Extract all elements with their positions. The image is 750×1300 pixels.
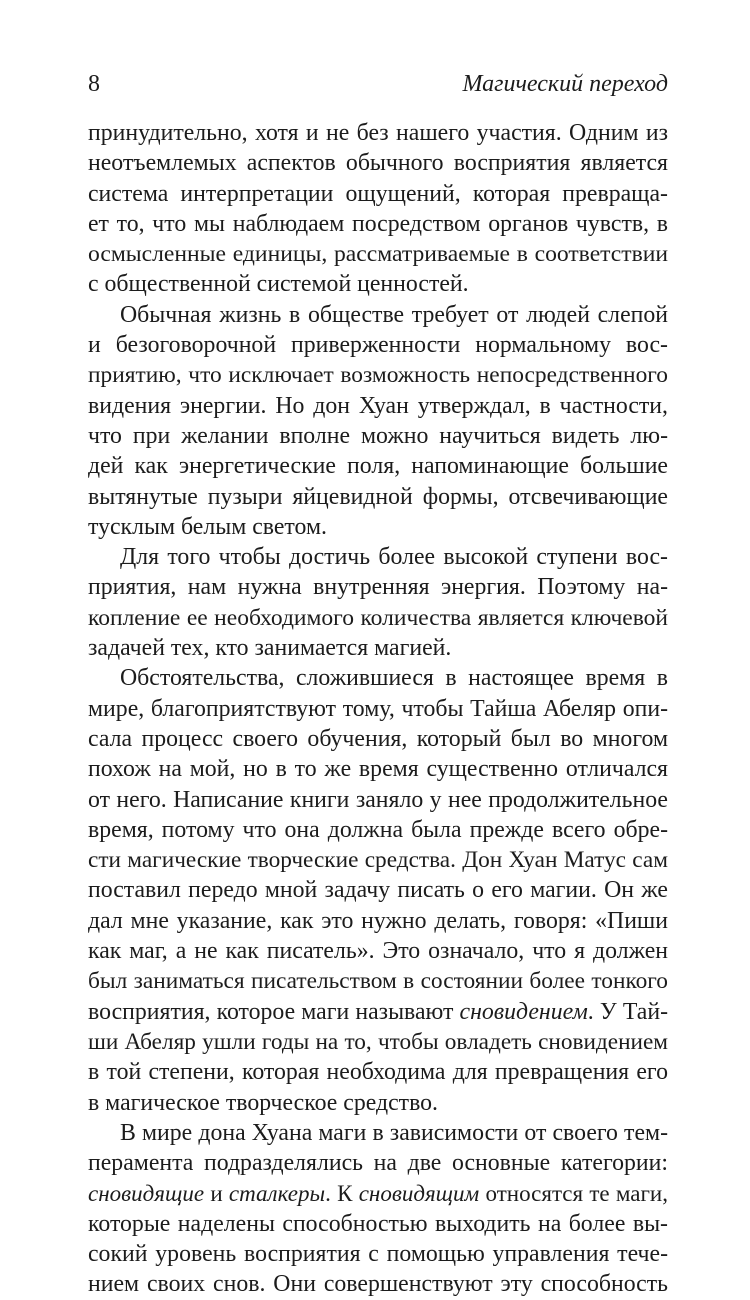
paragraph-3 [88, 542, 668, 663]
text-line: и безоговорочной приверженности нормальному вос- [88, 332, 668, 359]
text-line: осмысленные единицы, рассматриваемые в соответствии [88, 241, 668, 268]
text-line: в той степени, которая необходима для превращения его [88, 1059, 668, 1086]
text-line: дей как энергетические поля, напоминающие большие [88, 453, 668, 480]
text-line: поставил передо мной задачу писать о его магии. Он же [88, 877, 668, 904]
text-line: приятию, что исключает возможность непосредственного [88, 362, 668, 389]
text-line: как маг, а не как писатель». Это означало, что я должен [88, 938, 668, 965]
text-line: был заниматься писательством в состоянии более тонкого [88, 968, 668, 995]
text-line: задачей тех, кто занимается магией. [88, 635, 452, 662]
text-line: мире, благоприятствуют тому, чтобы Тайша Абеляр опи- [88, 695, 668, 722]
text-line: от него. Написание книги заняло у нее продолжительное [88, 786, 668, 813]
emphasis-term: сновидящие [88, 1180, 205, 1207]
page-header [88, 64, 668, 104]
emphasis-term: сновидящим [358, 1180, 480, 1207]
paragraph-1 [88, 118, 668, 300]
text-run: относятся те маги, [479, 1180, 668, 1207]
text-line: вытянутые пузыри яйцевидной формы, отсвечивающие [88, 483, 668, 510]
text-line: В мире дона Хуана маги в зависимости от своего тем- [120, 1119, 668, 1146]
text-line: сти магические творческие средства. Дон Хуан Матус сам [88, 847, 668, 874]
emphasis-term: сталкеры [228, 1180, 326, 1207]
text-line: система интерпретации ощущений, которая превраща- [88, 180, 668, 207]
text-line: которые наделены способностью выходить на более вы- [88, 1210, 668, 1237]
text-line: Для того чтобы достичь более высокой ступени вос- [120, 544, 668, 571]
text-line: нием своих снов. Они совершенствуют эту способность [88, 1271, 668, 1298]
emphasis-term: сновидением [459, 998, 588, 1025]
text-line: Обычная жизнь в обществе требует от людей слепой [120, 301, 668, 328]
text-line: сокий уровень восприятия с помощью управления тече- [88, 1240, 668, 1267]
text-run: восприятия, которое маги называют [88, 998, 460, 1025]
text-line [88, 997, 668, 1027]
running-title: Магический переход [462, 71, 668, 97]
text-line: неотъемлемых аспектов обычного восприятия является [88, 150, 668, 177]
text-line: сала процесс своего обучения, который был во многом [88, 725, 668, 752]
text-line: ет то, что мы наблюдаем посредством органов чувств, в [88, 210, 668, 237]
text-line: копление ее необходимого количества является ключевой [88, 604, 668, 631]
book-page [88, 64, 668, 1300]
text-run: и [204, 1180, 229, 1207]
text-line [88, 1178, 668, 1208]
text-line: принудительно, хотя и не без нашего участия. Одним из [88, 120, 668, 146]
text-line: время, потому что она должна была прежде всего обре- [88, 816, 668, 843]
paragraph-4 [88, 663, 668, 1117]
text-line: похож на мой, но в то же время существенно отличался [88, 756, 668, 783]
page-number: 8 [88, 71, 100, 97]
text-line: тусклым белым светом. [88, 513, 327, 540]
paragraph-5 [88, 1118, 668, 1300]
text-line: что при желании вполне можно научиться видеть лю- [88, 422, 668, 449]
text-line: дал мне указание, как это нужно делать, говоря: «Пиши [88, 907, 668, 934]
text-line: приятия, нам нужна внутренняя энергия. Поэтому на- [88, 574, 668, 601]
body-text [88, 118, 668, 1300]
text-line: видения энергии. Но дон Хуан утверждал, в частности, [88, 392, 668, 419]
text-line: с общественной системой ценностей. [88, 271, 469, 298]
text-line: ши Абеляр ушли годы на то, чтобы овладеть сновидением [88, 1028, 668, 1055]
text-line: перамента подразделялись на две основные категории: [88, 1150, 668, 1177]
text-line: в магическое творческое средство. [88, 1089, 438, 1116]
paragraph-2 [88, 300, 668, 542]
text-run: . У Тай- [587, 998, 668, 1025]
text-line: Обстоятельства, сложившиеся в настоящее время в [120, 665, 668, 692]
text-run: . К [325, 1180, 359, 1207]
